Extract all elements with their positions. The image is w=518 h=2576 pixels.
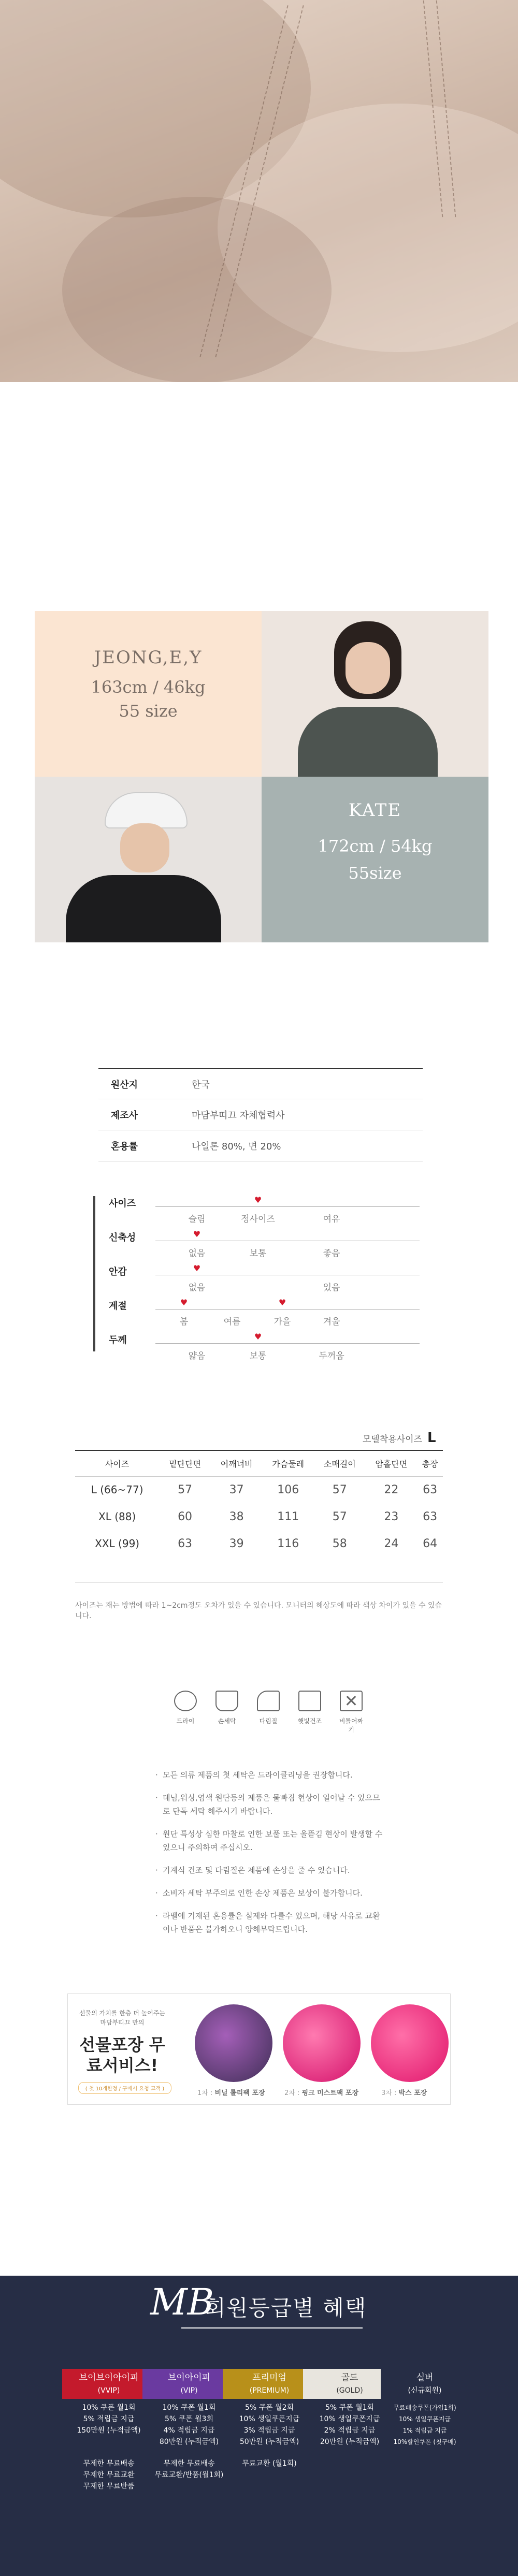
model-1-measure: 163cm / 46kg — [91, 677, 206, 697]
tier-extra-item: 무제한 무료배송 — [163, 2459, 215, 2468]
tier-extra-item: 무제한 무료반품 — [83, 2482, 135, 2491]
list-item: · 라벨에 기재된 혼용률은 실제와 다를수 있으며, 해당 사유로 교환이나 반품은 불가하오니 양해부탁드립니다. — [155, 1909, 383, 1936]
size-cell: 57 — [332, 1510, 347, 1523]
tier-name: 실버 — [416, 2373, 434, 2383]
info-label: 원산지 — [110, 1079, 138, 1090]
membership-benefits — [0, 2276, 518, 2576]
list-item: · 원단 특성상 심한 마찰로 인한 보풀 또는 올뜯김 현상이 발생할 수 있으니 주의하여 주십시오. — [155, 1827, 383, 1854]
tier-head — [142, 2369, 236, 2399]
model-info — [35, 611, 488, 942]
tier-extra-item: 무제한 무료배송 — [83, 2459, 135, 2468]
model-2-text — [262, 800, 488, 883]
tier-sub: (GOLD) — [336, 2386, 363, 2395]
list-item: · 소비자 세탁 부주의로 인한 손상 제품은 보상이 불가합니다. — [155, 1886, 383, 1900]
size-cell: L (66~77) — [91, 1483, 143, 1496]
gift-option-1-caption — [197, 2087, 265, 2097]
size-th: 암홀단면 — [366, 1450, 418, 1476]
size-cell: 63 — [423, 1483, 438, 1496]
tier-benefit: 10% 쿠폰 월1회 — [82, 2404, 136, 2412]
scale-option: 얇음 — [188, 1351, 206, 1361]
scale-option: 슬림 — [188, 1214, 206, 1225]
scale-line — [155, 1206, 420, 1207]
size-cell: 22 — [384, 1483, 399, 1496]
model-1-size: 55 size — [119, 701, 178, 721]
tier-benefit: 무료배송쿠폰(가입1회) — [393, 2404, 456, 2411]
size-cell: 63 — [423, 1510, 438, 1523]
tier-benefits — [381, 2402, 469, 2448]
heart-icon: ♥ — [254, 1332, 262, 1342]
model-2-name: KATE — [348, 800, 402, 821]
gift-option-name: 박스 포장 — [398, 2089, 427, 2097]
gift-option-num: 2차 : — [284, 2089, 300, 2097]
scale-option: 좋음 — [323, 1248, 340, 1259]
table-row — [75, 1530, 443, 1557]
size-cell: 24 — [384, 1537, 399, 1550]
gift-option-name: 핑크 미스트팩 포장 — [301, 2089, 359, 2097]
brand-logo: MB — [150, 2281, 214, 2323]
size-th: 사이즈 — [75, 1450, 159, 1476]
gift-wrap-banner — [67, 1993, 451, 2105]
tier-benefit: 10% 쿠폰 월1회 — [162, 2404, 216, 2412]
heart-icon: ♥ — [278, 1298, 286, 1307]
tier-benefit: 80만원 (누적금액) — [159, 2438, 219, 2446]
info-value: 나일론 80%, 면 20% — [192, 1141, 281, 1152]
tier-benefit: 10%할인쿠폰 (첫구매) — [393, 2438, 456, 2446]
size-cell: 64 — [423, 1537, 438, 1550]
tier-benefits — [223, 2402, 316, 2448]
scale-label: 사이즈 — [109, 1198, 136, 1209]
gift-option-name: 비닐 롤리팩 포장 — [214, 2089, 265, 2097]
care-label: 다림질 — [259, 1718, 278, 1725]
scale-option: 봄 — [179, 1317, 189, 1327]
model-2-size: 55size — [348, 863, 402, 883]
divider — [181, 2327, 363, 2328]
tier-extra — [62, 2458, 155, 2492]
tier-benefit: 4% 적립금 지급 — [163, 2426, 215, 2435]
scale-option: 보통 — [249, 1248, 267, 1259]
tier-benefit: 1% 적립금 지급 — [402, 2427, 447, 2434]
size-cell: 116 — [277, 1537, 299, 1550]
model-1-name: JEONG,E,Y — [94, 647, 203, 668]
size-table — [75, 1450, 443, 1557]
size-cell: XL (88) — [98, 1510, 136, 1523]
size-cell: 39 — [229, 1537, 244, 1550]
list-item: · 데님,워싱,염색 원단등의 제품은 물빠짐 현상이 일어날 수 있으므로 단독 세탁 해주시기 바랍니다. — [155, 1791, 383, 1818]
size-cell: 58 — [332, 1537, 347, 1550]
info-value: 마담부띠끄 자체협력사 — [192, 1110, 285, 1121]
scale-option: 보통 — [249, 1351, 267, 1361]
care-label: 햇빛건조 — [297, 1718, 322, 1725]
size-th: 어깨너비 — [211, 1450, 263, 1476]
scale-label: 신축성 — [109, 1232, 136, 1243]
info-label: 제조사 — [110, 1110, 138, 1121]
tier-benefits — [142, 2402, 236, 2448]
model-row-2 — [35, 777, 488, 942]
tier-premium — [223, 2369, 316, 2469]
care-label: 비틀어짜기 — [339, 1718, 364, 1734]
size-cell: 23 — [384, 1510, 399, 1523]
tier-sub: (VVIP) — [97, 2386, 120, 2395]
size-cell: 57 — [178, 1483, 193, 1496]
tier-vvip — [62, 2369, 155, 2492]
size-cell: XXL (99) — [95, 1537, 140, 1550]
size-cell: 57 — [332, 1483, 347, 1496]
gift-option-3-caption — [381, 2087, 427, 2097]
table-row — [75, 1503, 443, 1530]
tier-benefit: 5% 쿠폰 월2회 — [244, 2404, 294, 2412]
size-note: 사이즈는 재는 방법에 따라 1~2cm정도 오차가 있을 수 있습니다. 모니터의 해상도에 따라 색상 차이가 있을 수 있습니다. — [75, 1602, 442, 1620]
tier-benefit: 150만원 (누적금액) — [77, 2426, 141, 2435]
product-info-table — [98, 1068, 423, 1161]
scale-label: 안감 — [109, 1267, 127, 1277]
info-row — [98, 1068, 423, 1099]
gift-option-3-image — [371, 2004, 449, 2082]
gift-badge: ( 첫 10개한정 / 구매시 요청 고객 ) — [78, 2082, 171, 2094]
size-caption-label: 모델착용사이즈 — [363, 1434, 422, 1445]
hand-wash-icon — [215, 1691, 238, 1711]
tier-benefit: 5% 쿠폰 월1회 — [325, 2404, 375, 2412]
size-cell: 38 — [229, 1510, 244, 1523]
heart-icon: ♥ — [193, 1263, 201, 1273]
list-item: · 모든 의류 제품의 첫 세탁은 드라이클리닝을 권장합니다. — [155, 1768, 383, 1782]
tier-sub: (신규회원) — [408, 2386, 442, 2395]
no-wring-icon: ✕ — [340, 1691, 363, 1711]
scale-line — [155, 1343, 420, 1344]
gift-lead: 선물의 가치를 한층 더 높여주는 마담부띠끄 만의 — [79, 2010, 165, 2026]
gift-title: 선물포장 무료서비스! — [79, 2035, 165, 2075]
info-row — [98, 1130, 423, 1161]
scale-option: 정사이즈 — [241, 1214, 275, 1225]
care-item — [295, 1691, 324, 1725]
tier-benefit: 2% 적립금 지급 — [324, 2426, 376, 2435]
size-table-header — [75, 1450, 443, 1476]
size-cell: 111 — [277, 1510, 299, 1523]
size-th: 소매길이 — [314, 1450, 366, 1476]
tier-name: 골드 — [341, 2373, 358, 2383]
tier-extra-item: 무료교환 (월1회) — [242, 2459, 297, 2468]
scale-option: 두꺼움 — [319, 1351, 344, 1361]
tier-extra — [142, 2458, 236, 2481]
tier-name: 프리미엄 — [252, 2373, 286, 2383]
tier-benefits — [62, 2402, 155, 2436]
size-cell: 63 — [178, 1537, 193, 1550]
tier-extra-item: 무료교환/반품(월1회) — [154, 2471, 224, 2479]
heart-icon: ♥ — [254, 1195, 262, 1205]
gift-option-2-caption — [284, 2087, 358, 2097]
care-label: 드라이 — [176, 1718, 195, 1725]
tier-benefit: 50만원 (누적금액) — [239, 2438, 299, 2446]
model-2-photo — [35, 777, 262, 942]
care-cautions — [155, 1768, 383, 1945]
tier-benefit: 10% 생일쿠폰지급 — [398, 2415, 451, 2423]
dry-clean-icon — [174, 1691, 197, 1711]
tier-vip — [142, 2369, 236, 2481]
scale-option: 여름 — [223, 1317, 241, 1327]
tier-benefit: 5% 적립금 지급 — [83, 2415, 135, 2423]
heart-icon: ♥ — [180, 1298, 188, 1307]
product-detail-photo — [0, 0, 518, 382]
care-label: 손세탁 — [218, 1718, 236, 1725]
fit-scale — [93, 1196, 425, 1367]
model-row-1 — [35, 611, 488, 777]
size-cell: 37 — [229, 1483, 244, 1496]
scale-label: 계절 — [109, 1301, 127, 1312]
model-1-text — [35, 647, 262, 721]
heart-icon: ♥ — [193, 1229, 201, 1239]
tier-name: 브이브이아이피 — [79, 2373, 139, 2383]
gift-option-2-image — [283, 2004, 361, 2082]
iron-icon — [257, 1691, 280, 1711]
tier-extra-item: 무제한 무료교환 — [83, 2471, 135, 2479]
scale-option: 가을 — [274, 1317, 291, 1327]
info-row — [98, 1099, 423, 1130]
info-label: 혼용률 — [110, 1141, 138, 1152]
tier-benefit: 5% 쿠폰 월3회 — [164, 2415, 214, 2423]
size-th: 총장 — [417, 1450, 443, 1476]
size-th: 가슴둘레 — [262, 1450, 314, 1476]
list-item: · 기계식 건조 및 다림질은 제품에 손상을 줄 수 있습니다. — [155, 1864, 383, 1877]
tier-benefit: 20만원 (누적금액) — [320, 2438, 380, 2446]
care-item — [212, 1691, 241, 1725]
gift-option-num: 3차 : — [381, 2089, 397, 2097]
tier-sub: (PREMIUM) — [249, 2386, 290, 2395]
tier-name: 브이아이피 — [167, 2373, 211, 2383]
care-item — [254, 1691, 283, 1725]
gift-option-1-image — [195, 2004, 272, 2082]
size-th: 밑단단면 — [159, 1450, 211, 1476]
scale-option: 여유 — [323, 1214, 340, 1225]
tier-silver — [381, 2369, 469, 2448]
scale-bar — [93, 1196, 95, 1351]
model-1-photo — [262, 611, 488, 777]
gift-option-num: 1차 : — [197, 2089, 213, 2097]
size-caption-value: L — [427, 1430, 436, 1446]
table-row — [75, 1476, 443, 1503]
model-size-caption — [363, 1430, 436, 1446]
care-icons — [171, 1691, 378, 1737]
size-cell: 106 — [277, 1483, 299, 1496]
tier-extra — [223, 2458, 316, 2469]
tier-head — [223, 2369, 316, 2399]
scale-option: 겨울 — [323, 1317, 340, 1327]
tier-benefit: 3% 적립금 지급 — [243, 2426, 295, 2435]
info-value: 한국 — [192, 1079, 210, 1090]
care-item — [337, 1691, 366, 1734]
tier-benefit: 10% 생일쿠폰지급 — [319, 2415, 380, 2423]
scale-option: 있음 — [323, 1283, 340, 1293]
scale-option: 없음 — [188, 1283, 206, 1293]
tier-head — [62, 2369, 155, 2399]
tier-head — [381, 2369, 469, 2399]
size-cell: 60 — [178, 1510, 193, 1523]
tier-benefit: 10% 생일쿠폰지급 — [239, 2415, 300, 2423]
care-item — [171, 1691, 200, 1725]
tier-sub: (VIP) — [180, 2386, 198, 2395]
membership-title: 회원등급별 혜택 — [205, 2295, 367, 2321]
scale-option: 없음 — [188, 1248, 206, 1259]
sun-dry-icon — [298, 1691, 321, 1711]
scale-label: 두께 — [109, 1335, 127, 1346]
model-2-measure: 172cm / 54kg — [318, 836, 433, 856]
